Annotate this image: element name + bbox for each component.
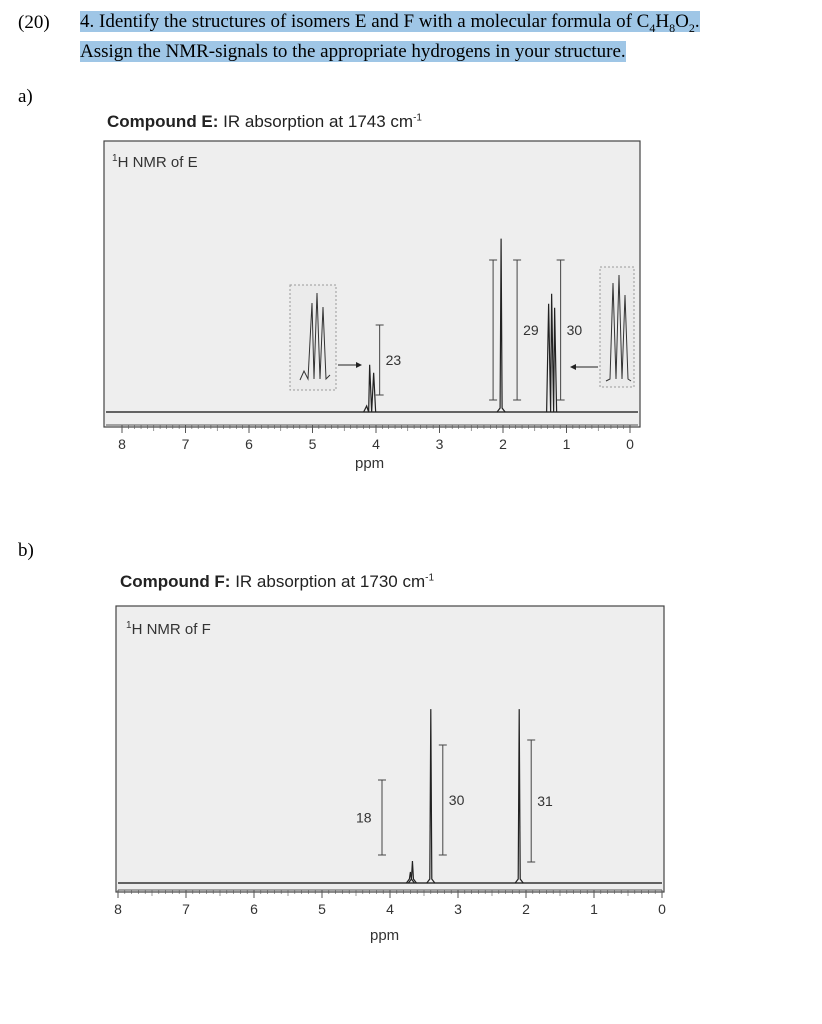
question-line-1: 4. Identify the structures of isomers E and F with a molecular formula of $C_4H_8O_2$. xyxy=(80,11,700,35)
e-tick-label: 8 xyxy=(118,436,126,452)
nmr-spectrum-e xyxy=(90,135,660,480)
e-integral-label: 30 xyxy=(566,322,583,338)
e-tick-label: 4 xyxy=(372,436,380,452)
f-tick-label: 7 xyxy=(182,901,190,917)
part-a-label: a) xyxy=(18,86,33,107)
spectrum-f-title: $^1$H NMR of F xyxy=(126,620,211,638)
f-integral-label: 31 xyxy=(537,793,553,809)
spectrum-e-xlabel: ppm xyxy=(355,455,385,472)
compound-f-title: Compound F: IR absorption at 1730 $cm^{-1}$ xyxy=(120,572,435,591)
f-tick-label: 2 xyxy=(522,901,530,917)
spectrum-e-title: $^1$H NMR of E xyxy=(112,153,198,171)
e-tick-label: 6 xyxy=(245,436,253,452)
f-tick-label: 5 xyxy=(318,901,326,917)
f-tick-label: 0 xyxy=(658,901,666,917)
part-b-label: b) xyxy=(18,540,34,561)
spectrum-e-frame xyxy=(104,141,640,427)
e-tick-label: 1 xyxy=(562,436,571,452)
f-integral-label: 30 xyxy=(448,792,465,808)
e-tick-label: 7 xyxy=(181,436,190,452)
e-integral-label: 29 xyxy=(523,322,539,338)
f-tick-label: 3 xyxy=(454,901,462,917)
f-tick-label: 6 xyxy=(250,901,258,917)
f-tick-label: 1 xyxy=(590,901,598,917)
e-tick-label: 5 xyxy=(308,436,317,452)
e-tick-label: 0 xyxy=(626,436,634,452)
f-integral-label: 18 xyxy=(356,809,372,826)
e-tick-label: 3 xyxy=(435,436,444,452)
compound-e-title: Compound E: IR absorption at 1743 $cm^{-1}$ xyxy=(107,112,422,131)
spectrum-f-xlabel: ppm xyxy=(370,927,400,944)
f-tick-label: 4 xyxy=(386,901,394,917)
e-tick-label: 2 xyxy=(499,436,507,452)
e-integral-label: 23 xyxy=(385,352,402,368)
points-label: (20) xyxy=(18,12,50,33)
f-tick-label: 8 xyxy=(114,901,122,917)
spectrum-f-frame xyxy=(116,606,664,892)
nmr-spectrum-f xyxy=(100,600,675,950)
question-line-2: Assign the NMR-signals to the appropriate hydrogens in your structure. xyxy=(80,40,626,62)
question-text xyxy=(80,10,700,64)
